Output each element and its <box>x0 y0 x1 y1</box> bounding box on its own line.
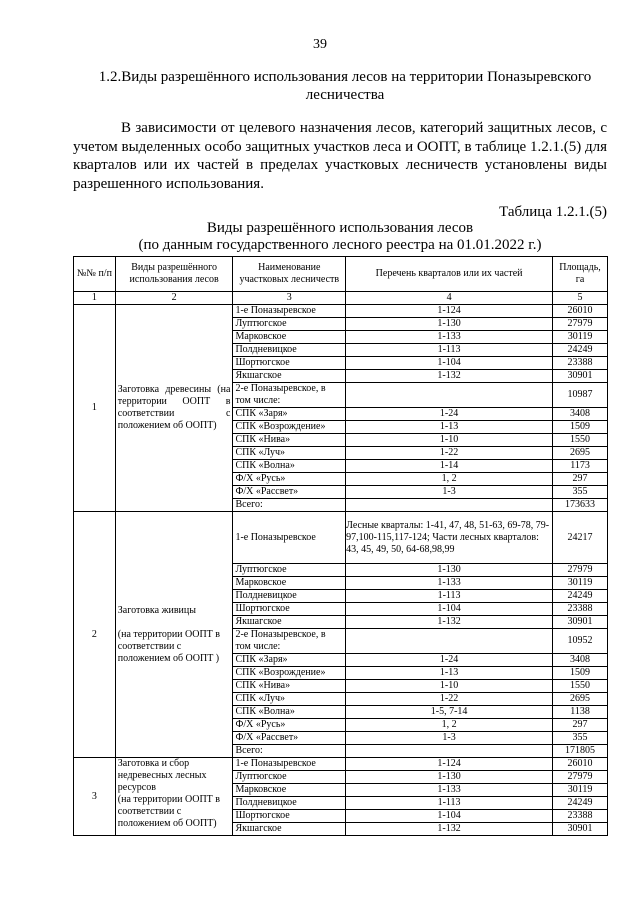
quarters-list: 1-104 <box>346 603 553 616</box>
district-name: Якшагское <box>233 616 346 629</box>
quarters-list: 1-124 <box>346 305 553 318</box>
page-number: 39 <box>313 37 327 52</box>
area-value: 10952 <box>553 629 608 654</box>
quarters-list: 1-24 <box>346 408 553 421</box>
district-name: Ф/Х «Русь» <box>233 719 346 732</box>
quarters-list: 1-132 <box>346 370 553 383</box>
quarters-list: 1-124 <box>346 758 553 771</box>
area-value: 355 <box>553 732 608 745</box>
quarters-list: 1-24 <box>346 654 553 667</box>
quarters-list: 1, 2 <box>346 473 553 486</box>
area-value: 26010 <box>553 758 608 771</box>
quarters-list: 1-14 <box>346 460 553 473</box>
forest-use-table <box>73 256 608 836</box>
column-number: 1 <box>74 292 116 305</box>
district-name: Луптюгское <box>233 771 346 784</box>
area-value: 1509 <box>553 667 608 680</box>
quarters-list: Лесные кварталы: 1-41, 47, 48, 51-63, 69-78, 79-97,100-115,117-124; Части лесных кварталов: 43, 45, 49, 50, 64-68,98,99 <box>346 512 553 564</box>
quarters-list: 1-3 <box>346 486 553 499</box>
body-paragraph: В зависимости от целевого назначения лесов, категорий защитных лесов, с учетом выделенных особо защитных участков леса и ООПТ, в таблице 1.2.1.(5) для кварталов или их частей в пределах участковых лесничеств установлены виды разрешенного использования. <box>73 120 607 192</box>
quarters-list: 1-113 <box>346 590 553 603</box>
area-value: 297 <box>553 473 608 486</box>
area-value: 23388 <box>553 810 608 823</box>
quarters-list <box>346 745 553 758</box>
quarters-list: 1-113 <box>346 797 553 810</box>
district-name: Ф/Х «Рассвет» <box>233 486 346 499</box>
use-type: Заготовка живицы (на территории ООПТ в соответствии с положением об ООПТ ) <box>115 512 233 758</box>
district-name: 2-е Поназыревское, в том числе: <box>233 629 346 654</box>
district-name: Полдневицкое <box>233 590 346 603</box>
district-name: Луптюгское <box>233 564 346 577</box>
area-value: 24249 <box>553 797 608 810</box>
quarters-list: 1-13 <box>346 667 553 680</box>
district-name: СПК «Заря» <box>233 654 346 667</box>
quarters-list: 1-104 <box>346 357 553 370</box>
quarters-list: 1-132 <box>346 616 553 629</box>
district-name: СПК «Возрождение» <box>233 421 346 434</box>
quarters-list: 1-130 <box>346 318 553 331</box>
district-name: Якшагское <box>233 823 346 836</box>
column-number: 2 <box>115 292 233 305</box>
area-value: 27979 <box>553 564 608 577</box>
district-name: Ф/Х «Русь» <box>233 473 346 486</box>
area-value: 24217 <box>553 512 608 564</box>
table-label: Таблица 1.2.1.(5) <box>499 204 607 220</box>
district-name: СПК «Нива» <box>233 434 346 447</box>
quarters-list: 1-10 <box>346 434 553 447</box>
area-value: 171805 <box>553 745 608 758</box>
area-value: 1138 <box>553 706 608 719</box>
quarters-list <box>346 629 553 654</box>
quarters-list: 1-130 <box>346 771 553 784</box>
district-name: Марковское <box>233 331 346 344</box>
area-value: 297 <box>553 719 608 732</box>
district-name: Всего: <box>233 499 346 512</box>
district-name: Ф/Х «Рассвет» <box>233 732 346 745</box>
header-use-type: Виды разрешённого использования лесов <box>115 257 233 292</box>
area-value: 1550 <box>553 680 608 693</box>
district-name: Луптюгское <box>233 318 346 331</box>
area-value: 30119 <box>553 577 608 590</box>
quarters-list: 1-133 <box>346 784 553 797</box>
area-value: 30901 <box>553 370 608 383</box>
district-name: Всего: <box>233 745 346 758</box>
section-heading: 1.2.Виды разрешённого использования лесов на территории Поназыревского лесничества <box>98 69 592 103</box>
area-value: 1550 <box>553 434 608 447</box>
row-number: 2 <box>74 512 116 758</box>
district-name: 1-е Поназыревское <box>233 305 346 318</box>
area-value: 26010 <box>553 305 608 318</box>
district-name: СПК «Луч» <box>233 693 346 706</box>
area-value: 2695 <box>553 693 608 706</box>
quarters-list: 1-130 <box>346 564 553 577</box>
district-name: СПК «Луч» <box>233 447 346 460</box>
district-name: Шортюгское <box>233 603 346 616</box>
area-value: 10987 <box>553 383 608 408</box>
quarters-list: 1-104 <box>346 810 553 823</box>
district-name: Полдневицкое <box>233 344 346 357</box>
area-value: 173633 <box>553 499 608 512</box>
table-caption-subtitle: (по данным государственного лесного реестра на 01.01.2022 г.) <box>138 237 542 253</box>
quarters-list: 1-132 <box>346 823 553 836</box>
header-number: №№ п/п <box>74 257 116 292</box>
district-name: Шортюгское <box>233 357 346 370</box>
area-value: 3408 <box>553 654 608 667</box>
quarters-list: 1-10 <box>346 680 553 693</box>
district-name: СПК «Нива» <box>233 680 346 693</box>
quarters-list: 1-5, 7-14 <box>346 706 553 719</box>
use-type: Заготовка древесины (на территории ООПТ в соответствии с положением об ООПТ) <box>115 305 233 512</box>
table-row <box>74 758 608 771</box>
table-header-row <box>74 257 608 292</box>
district-name: СПК «Возрождение» <box>233 667 346 680</box>
district-name: СПК «Заря» <box>233 408 346 421</box>
district-name: Якшагское <box>233 370 346 383</box>
area-value: 3408 <box>553 408 608 421</box>
column-number: 3 <box>233 292 346 305</box>
row-number: 1 <box>74 305 116 512</box>
quarters-list: 1-113 <box>346 344 553 357</box>
quarters-list: 1, 2 <box>346 719 553 732</box>
header-district: Наименование участковых лесничеств <box>233 257 346 292</box>
area-value: 30119 <box>553 784 608 797</box>
area-value: 27979 <box>553 771 608 784</box>
column-number: 4 <box>346 292 553 305</box>
area-value: 1509 <box>553 421 608 434</box>
quarters-list <box>346 499 553 512</box>
area-value: 23388 <box>553 357 608 370</box>
quarters-list: 1-22 <box>346 693 553 706</box>
district-name: СПК «Волна» <box>233 706 346 719</box>
header-quarters: Перечень кварталов или их частей <box>346 257 553 292</box>
area-value: 2695 <box>553 447 608 460</box>
quarters-list: 1-22 <box>346 447 553 460</box>
district-name: 1-е Поназыревское <box>233 758 346 771</box>
district-name: Полдневицкое <box>233 797 346 810</box>
area-value: 24249 <box>553 590 608 603</box>
district-name: 2-е Поназыревское, в том числе: <box>233 383 346 408</box>
district-name: Шортюгское <box>233 810 346 823</box>
area-value: 27979 <box>553 318 608 331</box>
district-name: Марковское <box>233 577 346 590</box>
column-number: 5 <box>553 292 608 305</box>
quarters-list: 1-3 <box>346 732 553 745</box>
header-area: Площадь, га <box>553 257 608 292</box>
quarters-list: 1-13 <box>346 421 553 434</box>
district-name: 1-е Поназыревское <box>233 512 346 564</box>
column-number-row <box>74 292 608 305</box>
table-row <box>74 512 608 564</box>
table-row <box>74 305 608 318</box>
table-caption-title: Виды разрешённого использования лесов <box>206 220 474 236</box>
quarters-list: 1-133 <box>346 577 553 590</box>
use-type: Заготовка и сбор недревесных лесных ресурсов (на территории ООПТ в соответствии с положением об ООПТ) <box>115 758 233 836</box>
area-value: 30119 <box>553 331 608 344</box>
area-value: 30901 <box>553 616 608 629</box>
district-name: СПК «Волна» <box>233 460 346 473</box>
quarters-list <box>346 383 553 408</box>
area-value: 1173 <box>553 460 608 473</box>
area-value: 24249 <box>553 344 608 357</box>
row-number: 3 <box>74 758 116 836</box>
district-name: Марковское <box>233 784 346 797</box>
area-value: 30901 <box>553 823 608 836</box>
area-value: 355 <box>553 486 608 499</box>
quarters-list: 1-133 <box>346 331 553 344</box>
area-value: 23388 <box>553 603 608 616</box>
